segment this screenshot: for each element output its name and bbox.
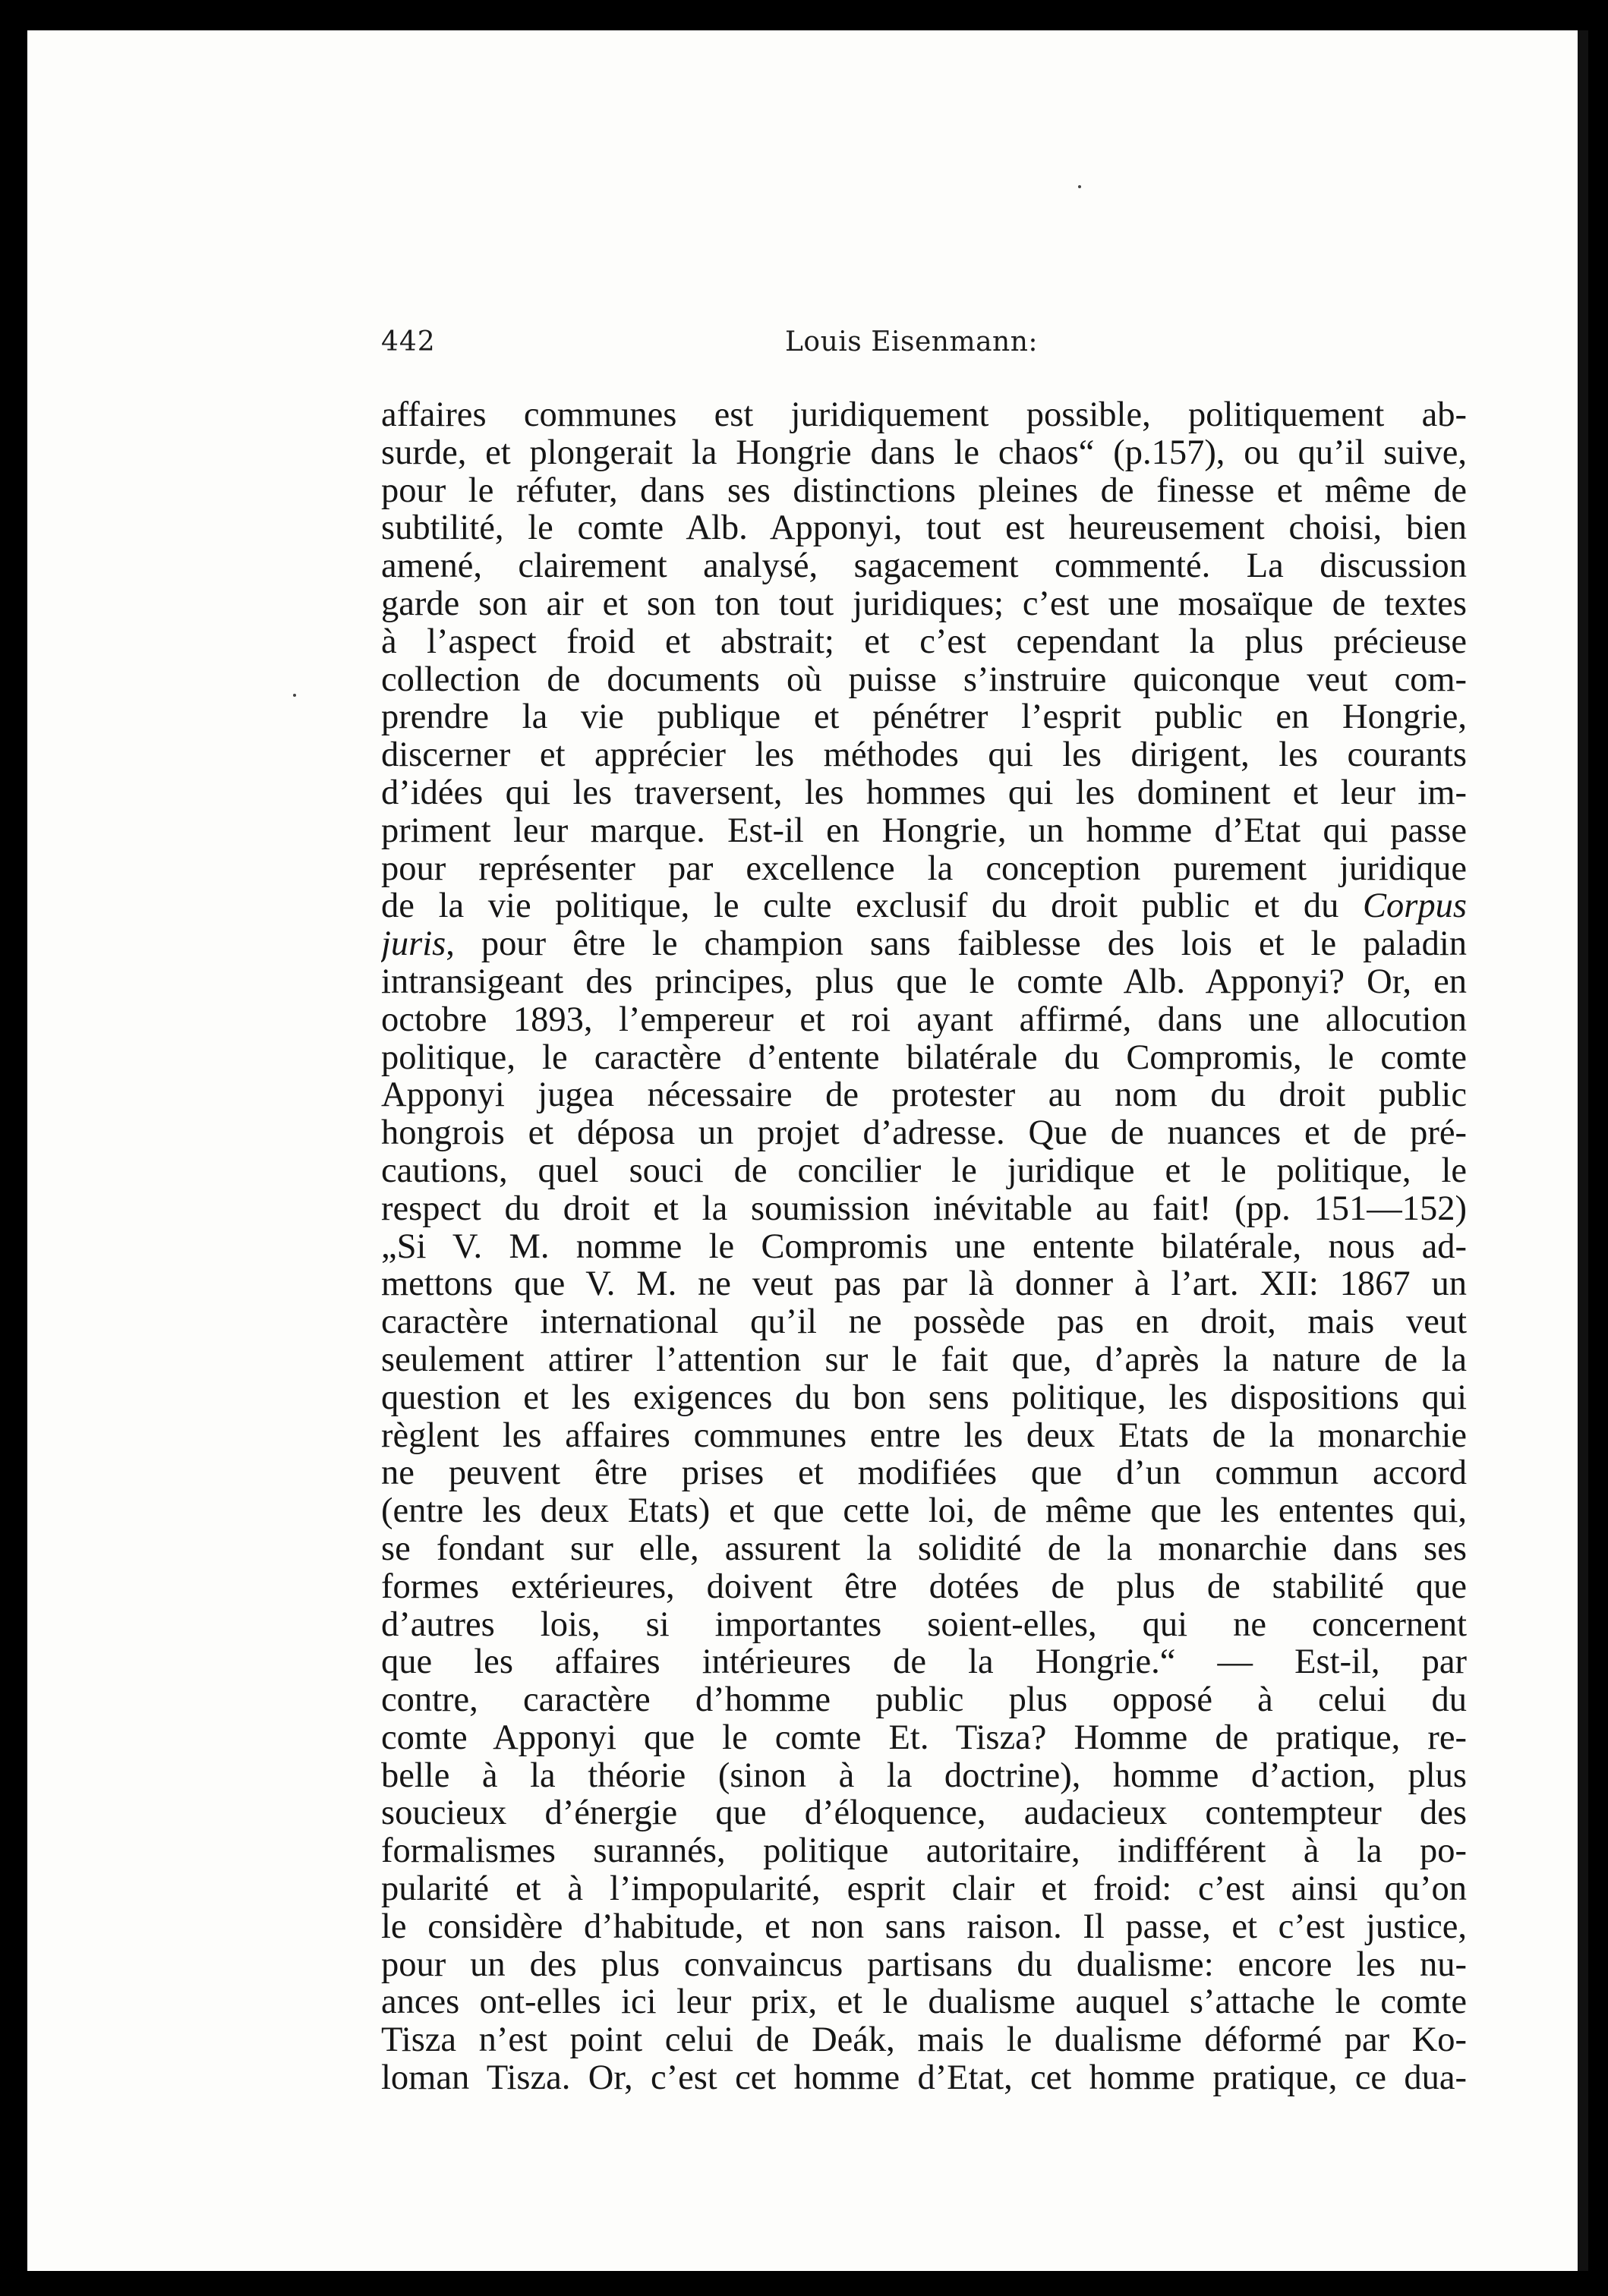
text-line: hongrois et déposa un projet d’adresse. Que de nuances et de pré- bbox=[381, 1114, 1467, 1152]
page-number: 442 bbox=[381, 326, 436, 357]
text-line: pularité et à l’impopularité, esprit clair et froid: c’est ainsi qu’on bbox=[381, 1870, 1467, 1908]
text-line: seulement attirer l’attention sur le fait que, d’après la nature de la bbox=[381, 1340, 1467, 1379]
text-line: se fondant sur elle, assurent la solidité de la monarchie dans ses bbox=[381, 1529, 1467, 1568]
text-line: subtilité, le comte Alb. Apponyi, tout est heureusement choisi, bien bbox=[381, 509, 1467, 548]
text-line: belle à la théorie (sinon à la doctrine), homme d’action, plus bbox=[381, 1756, 1467, 1795]
text-line: Apponyi jugea nécessaire de protester au nom du droit public bbox=[381, 1076, 1467, 1115]
text-line: ne peuvent être prises et modifiées que d’un commun accord bbox=[381, 1454, 1467, 1493]
text-line: d’autres lois, si importantes soient-elles, qui ne concernent bbox=[381, 1605, 1467, 1644]
text-line: collection de documents où puisse s’instruire quiconque veut com- bbox=[381, 660, 1467, 699]
running-header bbox=[27, 326, 1585, 364]
text-line: garde son air et son ton tout juridiques; c’est une mosaïque de textes bbox=[381, 584, 1467, 623]
text-line: politique, le caractère d’entente bilatérale du Compromis, le comte bbox=[381, 1038, 1467, 1077]
text-line: caractère international qu’il ne possède pas en droit, mais veut bbox=[381, 1303, 1467, 1341]
text-line: comte Apponyi que le comte Et. Tisza? Homme de pratique, re- bbox=[381, 1718, 1467, 1757]
text-line: surde, et plongerait la Hongrie dans le chaos“ (p.157), ou qu’il suive, bbox=[381, 433, 1467, 472]
text-line: „Si V. M. nomme le Compromis une entente bilatérale, nous ad- bbox=[381, 1227, 1467, 1266]
text-line: que les affaires intérieures de la Hongrie.“ — Est-il, par bbox=[381, 1643, 1467, 1682]
text-segment: de la vie politique, le culte exclusif du droit public et du bbox=[381, 887, 1339, 926]
text-line: formes extérieures, doivent être dotées de plus de stabilité que bbox=[381, 1567, 1467, 1606]
text-line: amené, clairement analysé, sagacement commenté. La discussion bbox=[381, 547, 1467, 585]
text-line: question et les exigences du bon sens politique, les dispositions qui bbox=[381, 1378, 1467, 1417]
text-line: le considère d’habitude, et non sans raison. Il passe, et c’est justice, bbox=[381, 1907, 1467, 1946]
text-line: formalismes surannés, politique autoritaire, indifférent à la po- bbox=[381, 1832, 1467, 1871]
document-page bbox=[27, 30, 1585, 2271]
text-line: règlent les affaires communes entre les deux Etats de la monarchie bbox=[381, 1416, 1467, 1455]
text-line: prendre la vie publique et pénétrer l’esprit public en Hongrie, bbox=[381, 698, 1467, 737]
text-line: contre, caractère d’homme public plus opposé à celui du bbox=[381, 1681, 1467, 1719]
text-line: intransigeant des principes, plus que le comte Alb. Apponyi? Or, en bbox=[381, 962, 1467, 1001]
page-edge-shadow bbox=[1578, 30, 1588, 2271]
text-line: à l’aspect froid et abstrait; et c’est cependant la plus précieuse bbox=[381, 622, 1467, 661]
text-line: pour le réfuter, dans ses distinctions pleines de finesse et même de bbox=[381, 471, 1467, 510]
text-line: (entre les deux Etats) et que cette loi, de même que les ententes qui, bbox=[381, 1492, 1467, 1530]
text-line: loman Tisza. Or, c’est cet homme d’Etat, cet homme pratique, ce dua- bbox=[381, 2059, 1467, 2097]
text-line: Tisza n’est point celui de Deák, mais le dualisme déformé par Ko- bbox=[381, 2021, 1467, 2060]
text-line: d’idées qui les traversent, les hommes qui les dominent et leur im- bbox=[381, 773, 1467, 812]
text-line: affaires communes est juridiquement possible, politiquement ab- bbox=[381, 396, 1467, 434]
text-line: pour représenter par excellence la conception purement juridique bbox=[381, 849, 1467, 888]
text-line: cautions, quel souci de concilier le juridique et le politique, le bbox=[381, 1151, 1467, 1190]
text-line: soucieux d’énergie que d’éloquence, audacieux contempteur des bbox=[381, 1794, 1467, 1833]
text-line: discerner et apprécier les méthodes qui les dirigent, les courants bbox=[381, 736, 1467, 774]
text-line: priment leur marque. Est-il en Hongrie, un homme d’Etat qui passe bbox=[381, 811, 1467, 850]
scan-speck bbox=[293, 694, 296, 697]
text-line: pour un des plus convaincus partisans du dualisme: encore les nu- bbox=[381, 1945, 1467, 1984]
body-text bbox=[381, 396, 1467, 2097]
scan-speck bbox=[1078, 185, 1081, 188]
text-line: ances ont-elles ici leur prix, et le dualisme auquel s’attache le comte bbox=[381, 1983, 1467, 2022]
italic-word: Corpus bbox=[1363, 887, 1467, 926]
text-line-corpus bbox=[381, 887, 1467, 925]
text-line: octobre 1893, l’empereur et roi ayant affirmé, dans une allocution bbox=[381, 1000, 1467, 1039]
text-line: respect du droit et la soumission inévitable au fait! (pp. 151—152) bbox=[381, 1189, 1467, 1228]
text-line: mettons que V. M. ne veut pas par là donner à l’art. XII: 1867 un bbox=[381, 1265, 1467, 1304]
text-line: juris, pour être le champion sans faiblesse des lois et le paladin bbox=[381, 925, 1467, 963]
running-title: Louis Eisenmann: bbox=[785, 326, 1039, 357]
